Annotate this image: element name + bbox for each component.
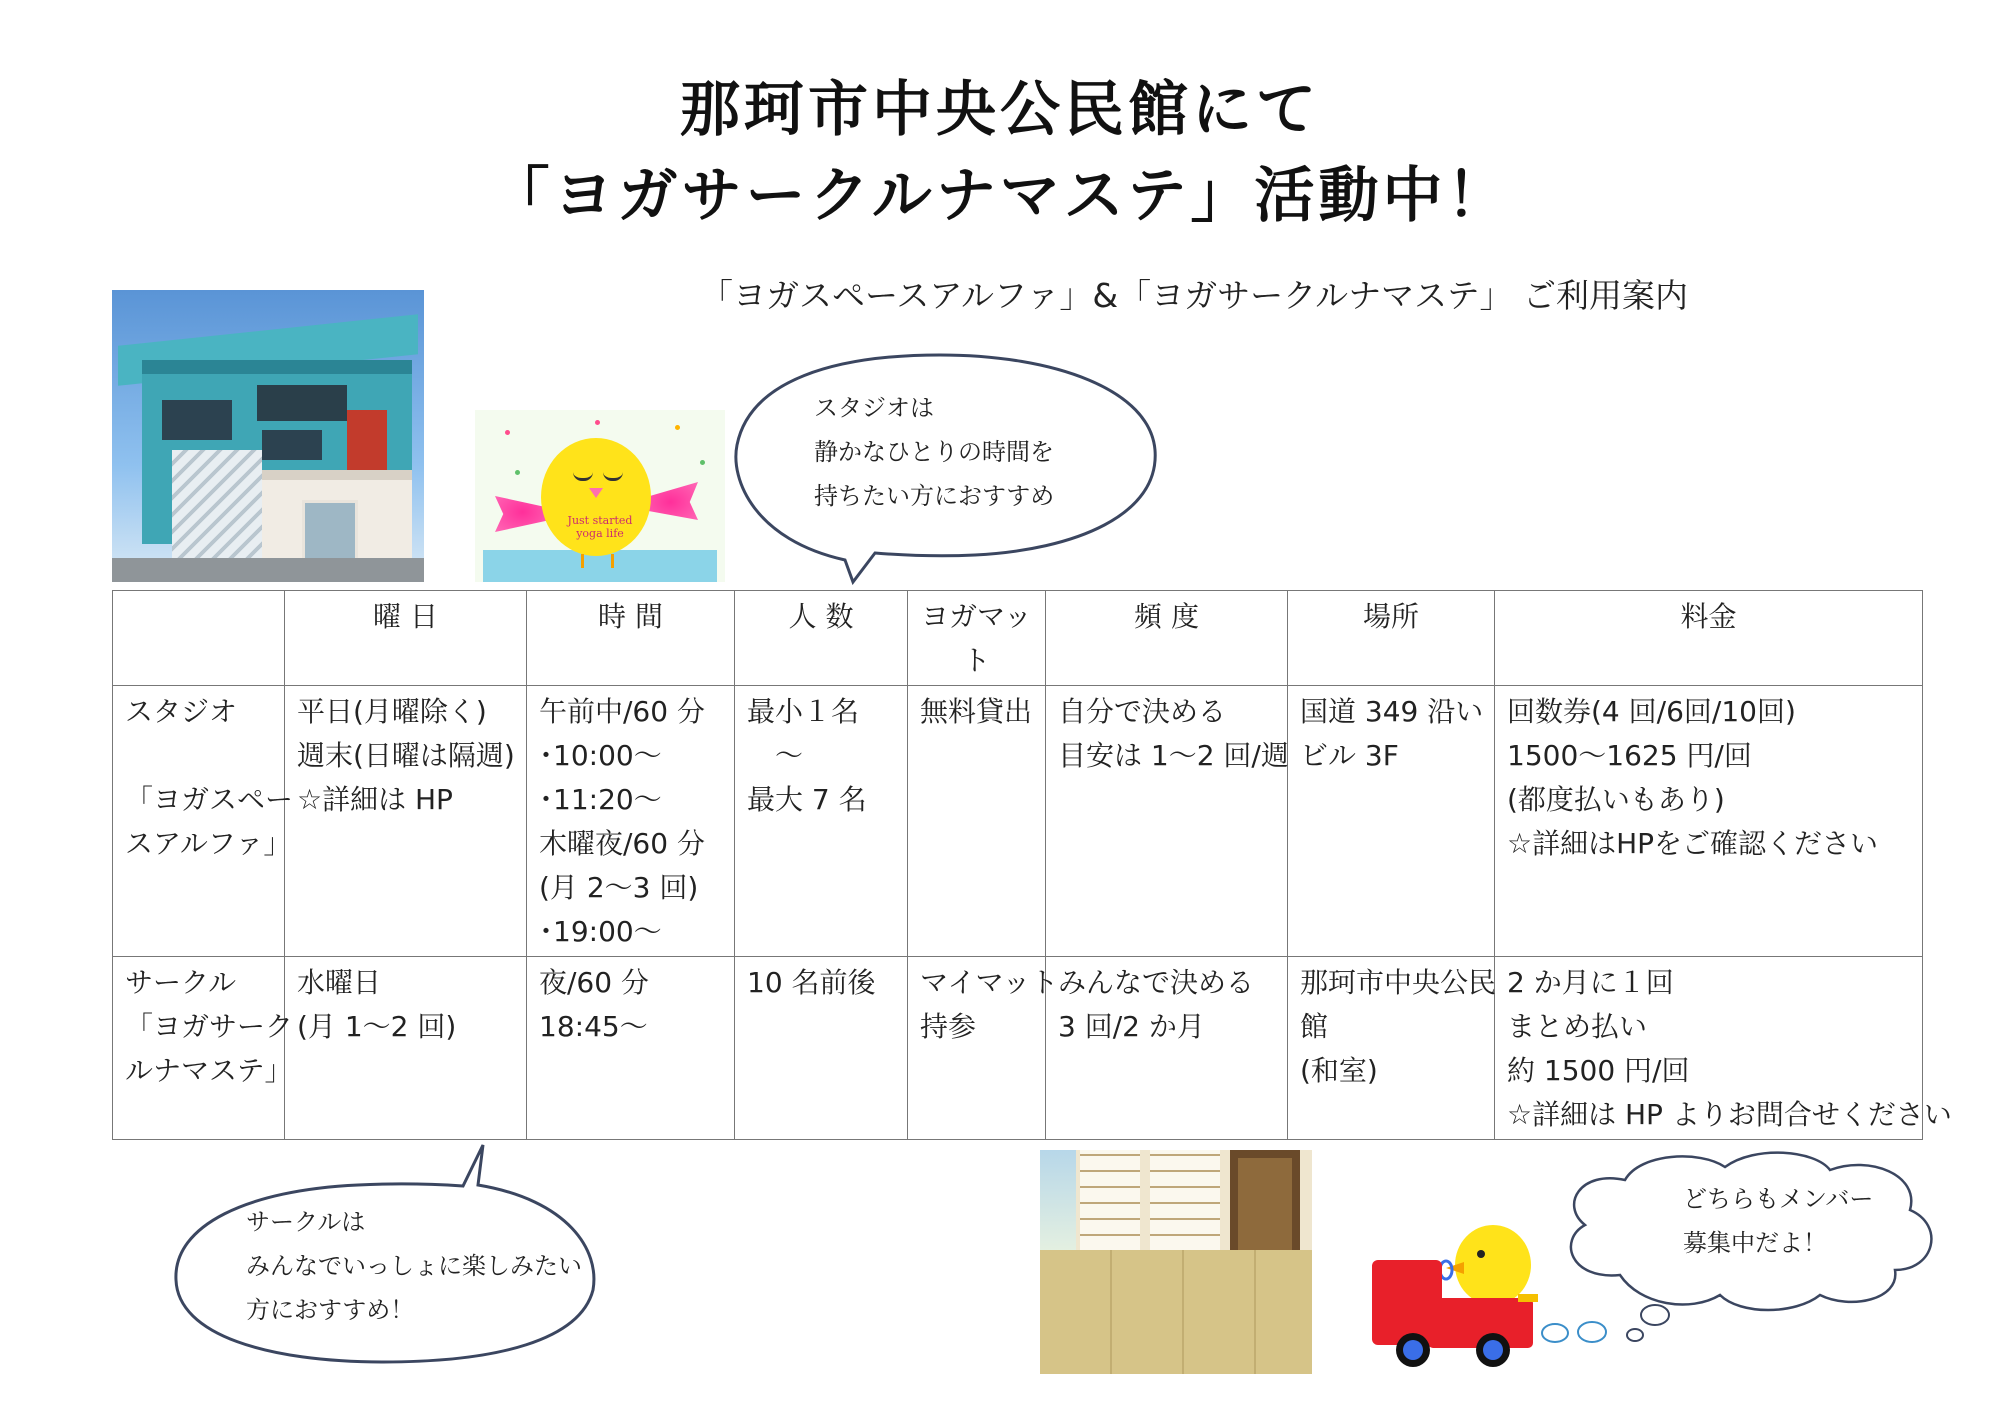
header-blank [113,591,285,686]
yoga-chick-illustration [475,410,725,582]
studio-frequency-cell: 自分で決める 目安は 1～2 回/週 [1046,686,1288,957]
studio-name-cell: スタジオ 「ヨガスペー スアルファ」 [113,686,285,957]
studio-mat-cell: 無料貸出 [908,686,1046,957]
circle-frequency-cell: みんなで決める 3 回/2 か月 [1046,957,1288,1140]
circle-fee-cell: 2 か月に１回 まとめ払い 約 1500 円/回 ☆詳細は HP よりお問合せください [1495,957,1923,1140]
header-yoga-mat: ヨガマッ ト [908,591,1046,686]
chick-text-line1: Just started [567,514,633,527]
studio-place-cell: 国道 349 沿い ビル 3F [1288,686,1495,957]
header-place: 場所 [1288,591,1495,686]
studio-bubble-text: スタジオは 静かなひとりの時間を 持ちたい方におすすめ [814,394,1055,510]
header-frequency: 頻 度 [1046,591,1288,686]
circle-mat-cell: マイマット 持参 [908,957,1046,1140]
page-title-line1: 那珂市中央公民館にて [680,75,1320,145]
studio-time-cell: 午前中/60 分 ･10:00～ ･11:20～ 木曜夜/60 分 (月 2～3 回) ･19:00～ [527,686,735,957]
schedule-table [112,590,1952,1140]
circle-day-cell: 水曜日 (月 1～2 回) [285,957,527,1140]
studio-day-cell: 平日(月曜除く) 週末(日曜は隔週) ☆詳細は HP [285,686,527,957]
studio-building-photo [112,290,424,582]
header-time: 時 間 [527,591,735,686]
circle-people-cell: 10 名前後 [735,957,908,1140]
tatami-room-photo [1040,1150,1312,1374]
cloud-puffs-icon [1540,1318,1620,1348]
page-subtitle: 「ヨガスペースアルファ」&「ヨガサークルナマステ」 ご利用案内 [700,276,1688,315]
page-title-line2: 「ヨガサークルナマステ」活動中！ [489,161,1511,231]
header-day: 曜 日 [285,591,527,686]
header-fee: 料金 [1495,591,1923,686]
chick-truck-illustration [1368,1210,1568,1370]
studio-people-cell: 最小１名 ～ 最大 7 名 [735,686,908,957]
circle-name-cell: サークル 「ヨガサーク ルナマステ」 [113,957,285,1140]
table-row-circle [113,957,1923,1140]
circle-place-cell: 那珂市中央公民 館 (和室) [1288,957,1495,1140]
circle-time-cell: 夜/60 分 18:45～ [527,957,735,1140]
table-row-studio [113,686,1923,957]
members-bubble-text: どちらもメンバー 募集中だよ！ [1683,1185,1874,1257]
chick-text-line2: yoga life [576,527,624,540]
studio-fee-cell: 回数券(4 回/6回/10回) 1500～1625 円/回 (都度払いもあり) ☆詳細はHPをご確認ください [1495,686,1923,957]
circle-bubble-text: サークルは みんなでいっしょに楽しみたい 方におすすめ！ [246,1208,582,1324]
header-people: 人 数 [735,591,908,686]
